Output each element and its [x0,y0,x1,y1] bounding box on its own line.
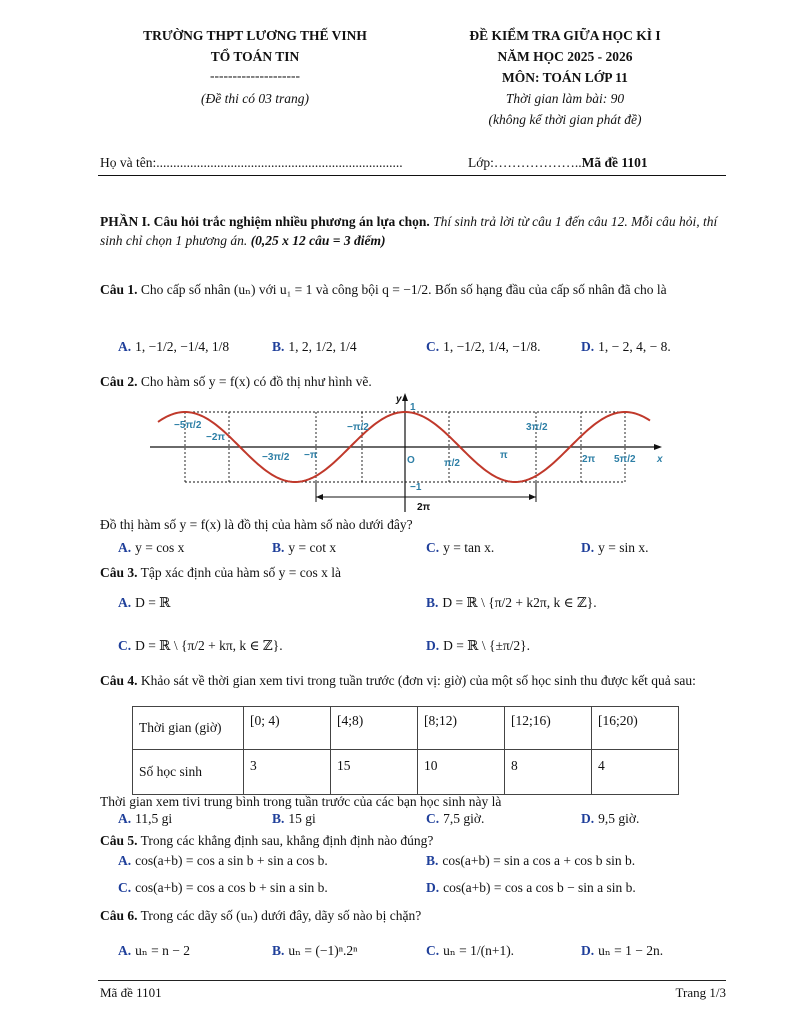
origin-label: O [407,455,415,466]
question-3-text: Tập xác định của hàm số y = cos x là [140,565,341,580]
duration-note: (không kể thời gian phát đề) [488,112,642,127]
tick-neg-pi-2: −π/2 [347,422,369,433]
tick-pi-2: π/2 [444,458,460,469]
question-4-text: Khảo sát về thời gian xem tivi trong tuần trước (đơn vị: giờ) của một số học sinh thu được kết quả sau: [140,673,696,688]
table-cell: 10 [418,750,505,795]
question-2-label: Câu 2. [100,374,138,389]
question-2-followup: Đồ thị hàm số y = f(x) là đồ thị của hàm số nào dưới đây? [100,517,413,532]
q1-option-a[interactable]: A. 1, −1/2, −1/4, 1/8 [118,339,230,354]
q3-option-a[interactable]: A. D = ℝ [118,595,171,610]
question-4-followup: Thời gian xem tivi trung bình trong tuần trước của các bạn học sinh này là [100,794,502,809]
q2-option-c[interactable]: C. y = tan x. [426,540,495,555]
question-1 [100,280,740,299]
y-one-label: 1 [410,402,416,413]
table-header-time: Thời gian (giờ) [133,707,244,750]
pages-note: (Đề thi có 03 trang) [201,91,309,106]
question-3 [100,563,740,582]
part1-title: PHẦN I. Câu hỏi trắc nghiệm nhiều phương án lựa chọn. [100,214,430,229]
name-label: Họ và tên:......................................................................... [100,155,403,170]
question-5 [100,831,740,850]
table-cell: [4;8) [331,707,418,750]
footer-divider [98,980,726,981]
footer-page: Trang 1/3 [675,985,726,1000]
question-6-label: Câu 6. [100,908,138,923]
q6-option-b[interactable]: B. uₙ = (−1)ⁿ.2ⁿ [272,943,358,958]
q3-option-c[interactable]: C. D = ℝ \ {π/2 + kπ, k ∈ ℤ}. [118,638,283,653]
header-divider [98,175,726,176]
q4-option-d[interactable]: D. 9,5 giờ. [581,811,640,826]
table-row [133,750,679,795]
school-name: TRƯỜNG THPT LƯƠNG THẾ VINH [143,28,367,43]
question-2 [100,372,740,391]
tick-pi: π [500,450,508,461]
q5-option-a[interactable]: A. cos(a+b) = cos a sin b + sin a cos b. [118,853,328,868]
exam-code: Mã đề 1101 [581,155,648,170]
part1-scoring: (0,25 x 12 câu = 3 điểm) [250,233,386,248]
period-label: 2π [417,502,431,513]
tick-neg-3pi-2: −3π/2 [262,452,290,463]
q1-option-c[interactable]: C. 1, −1/2, 1/4, −1/8. [426,339,541,354]
table-cell: [0; 4) [244,707,331,750]
tick-neg-5pi-2: −5π/2 [174,420,202,431]
class-label: Lớp:……………….. [468,155,582,170]
q2-option-b[interactable]: B. y = cot x [272,540,337,555]
q1-option-d[interactable]: D. 1, − 2, 4, − 8. [581,339,671,354]
footer-code: Mã đề 1101 [100,985,162,1000]
x-label: x [657,454,663,465]
table-header-count: Số học sinh [133,750,244,795]
part1-heading [100,212,740,250]
question-4 [100,671,740,690]
y-axis-arrow-icon [402,393,408,401]
school-year: NĂM HỌC 2025 - 2026 [497,49,633,64]
q5-option-c[interactable]: C. cos(a+b) = cos a cos b + sin a sin b. [118,880,328,895]
q6-option-c[interactable]: C. uₙ = 1/(n+1). [426,943,515,958]
q5-option-b[interactable]: B. cos(a+b) = sin a cos a + cos b sin b. [426,853,636,868]
table-row [133,707,679,750]
frequency-table [132,706,679,795]
question-5-label: Câu 5. [100,833,138,848]
exam-title: ĐỀ KIỂM TRA GIỮA HỌC KÌ I [469,28,661,43]
tick-neg-2pi: −2π [206,432,226,443]
table-cell: 3 [244,750,331,795]
x-axis-arrow-icon [654,444,662,450]
table-cell: 8 [505,750,592,795]
table-cell: [8;12) [418,707,505,750]
table-cell: [16;20) [592,707,679,750]
class-field[interactable] [468,155,648,171]
part1-instruction: Thí sinh trả lời từ câu 1 đến câu 12. Mỗi câu hỏi, thí sinh chỉ chọn 1 phương án. [100,214,718,248]
q4-option-c[interactable]: C. 7,5 giờ. [426,811,485,826]
tick-neg-pi: −π [304,450,318,461]
table-cell: 15 [331,750,418,795]
tick-5pi-2: 5π/2 [614,454,636,465]
q6-option-d[interactable]: D. uₙ = 1 − 2n. [581,943,664,958]
question-1-text: Cho cấp số nhân (uₙ) với u₁ = 1 và công bội q = −1/2. Bốn số hạng đầu của cấp số nhân đã cho là [140,282,667,297]
table-cell: 4 [592,750,679,795]
question-1-label: Câu 1. [100,282,138,297]
q5-option-d[interactable]: D. cos(a+b) = cos a cos b − sin a sin b. [426,880,636,895]
cosine-graph [150,390,680,518]
q2-option-a[interactable]: A. y = cos x [118,540,185,555]
q4-option-a[interactable]: A. 11,5 gi [118,811,173,826]
q4-option-b[interactable]: B. 15 gi [272,811,316,826]
question-6 [100,906,740,925]
duration: Thời gian làm bài: 90 [505,91,625,106]
subject: MÔN: TOÁN LỚP 11 [502,70,628,85]
q3-option-b[interactable]: B. D = ℝ \ {π/2 + k2π, k ∈ ℤ}. [426,595,597,610]
tick-2pi: 2π [582,454,596,465]
question-4-label: Câu 4. [100,673,138,688]
q3-option-d[interactable]: D. D = ℝ \ {±π/2}. [426,638,531,653]
department-name: TỔ TOÁN TIN [210,49,300,64]
question-2-text: Cho hàm số y = f(x) có đồ thị như hình vẽ. [140,374,372,389]
q2-option-d[interactable]: D. y = sin x. [581,540,649,555]
q6-option-a[interactable]: A. uₙ = n − 2 [118,943,190,958]
header-dashes: -------------------- [210,68,300,83]
question-6-text: Trong các dãy số (uₙ) dưới đây, dãy số nào bị chặn? [140,908,422,923]
y-neg-one-label: −1 [410,482,422,493]
y-label: y [396,394,402,405]
question-5-text: Trong các khẳng định sau, khẳng định định nào đúng? [140,833,434,848]
tick-3pi-2: 3π/2 [526,422,548,433]
question-3-label: Câu 3. [100,565,138,580]
table-cell: [12;16) [505,707,592,750]
q1-option-b[interactable]: B. 1, 2, 1/2, 1/4 [272,339,357,354]
name-field[interactable] [100,155,403,171]
